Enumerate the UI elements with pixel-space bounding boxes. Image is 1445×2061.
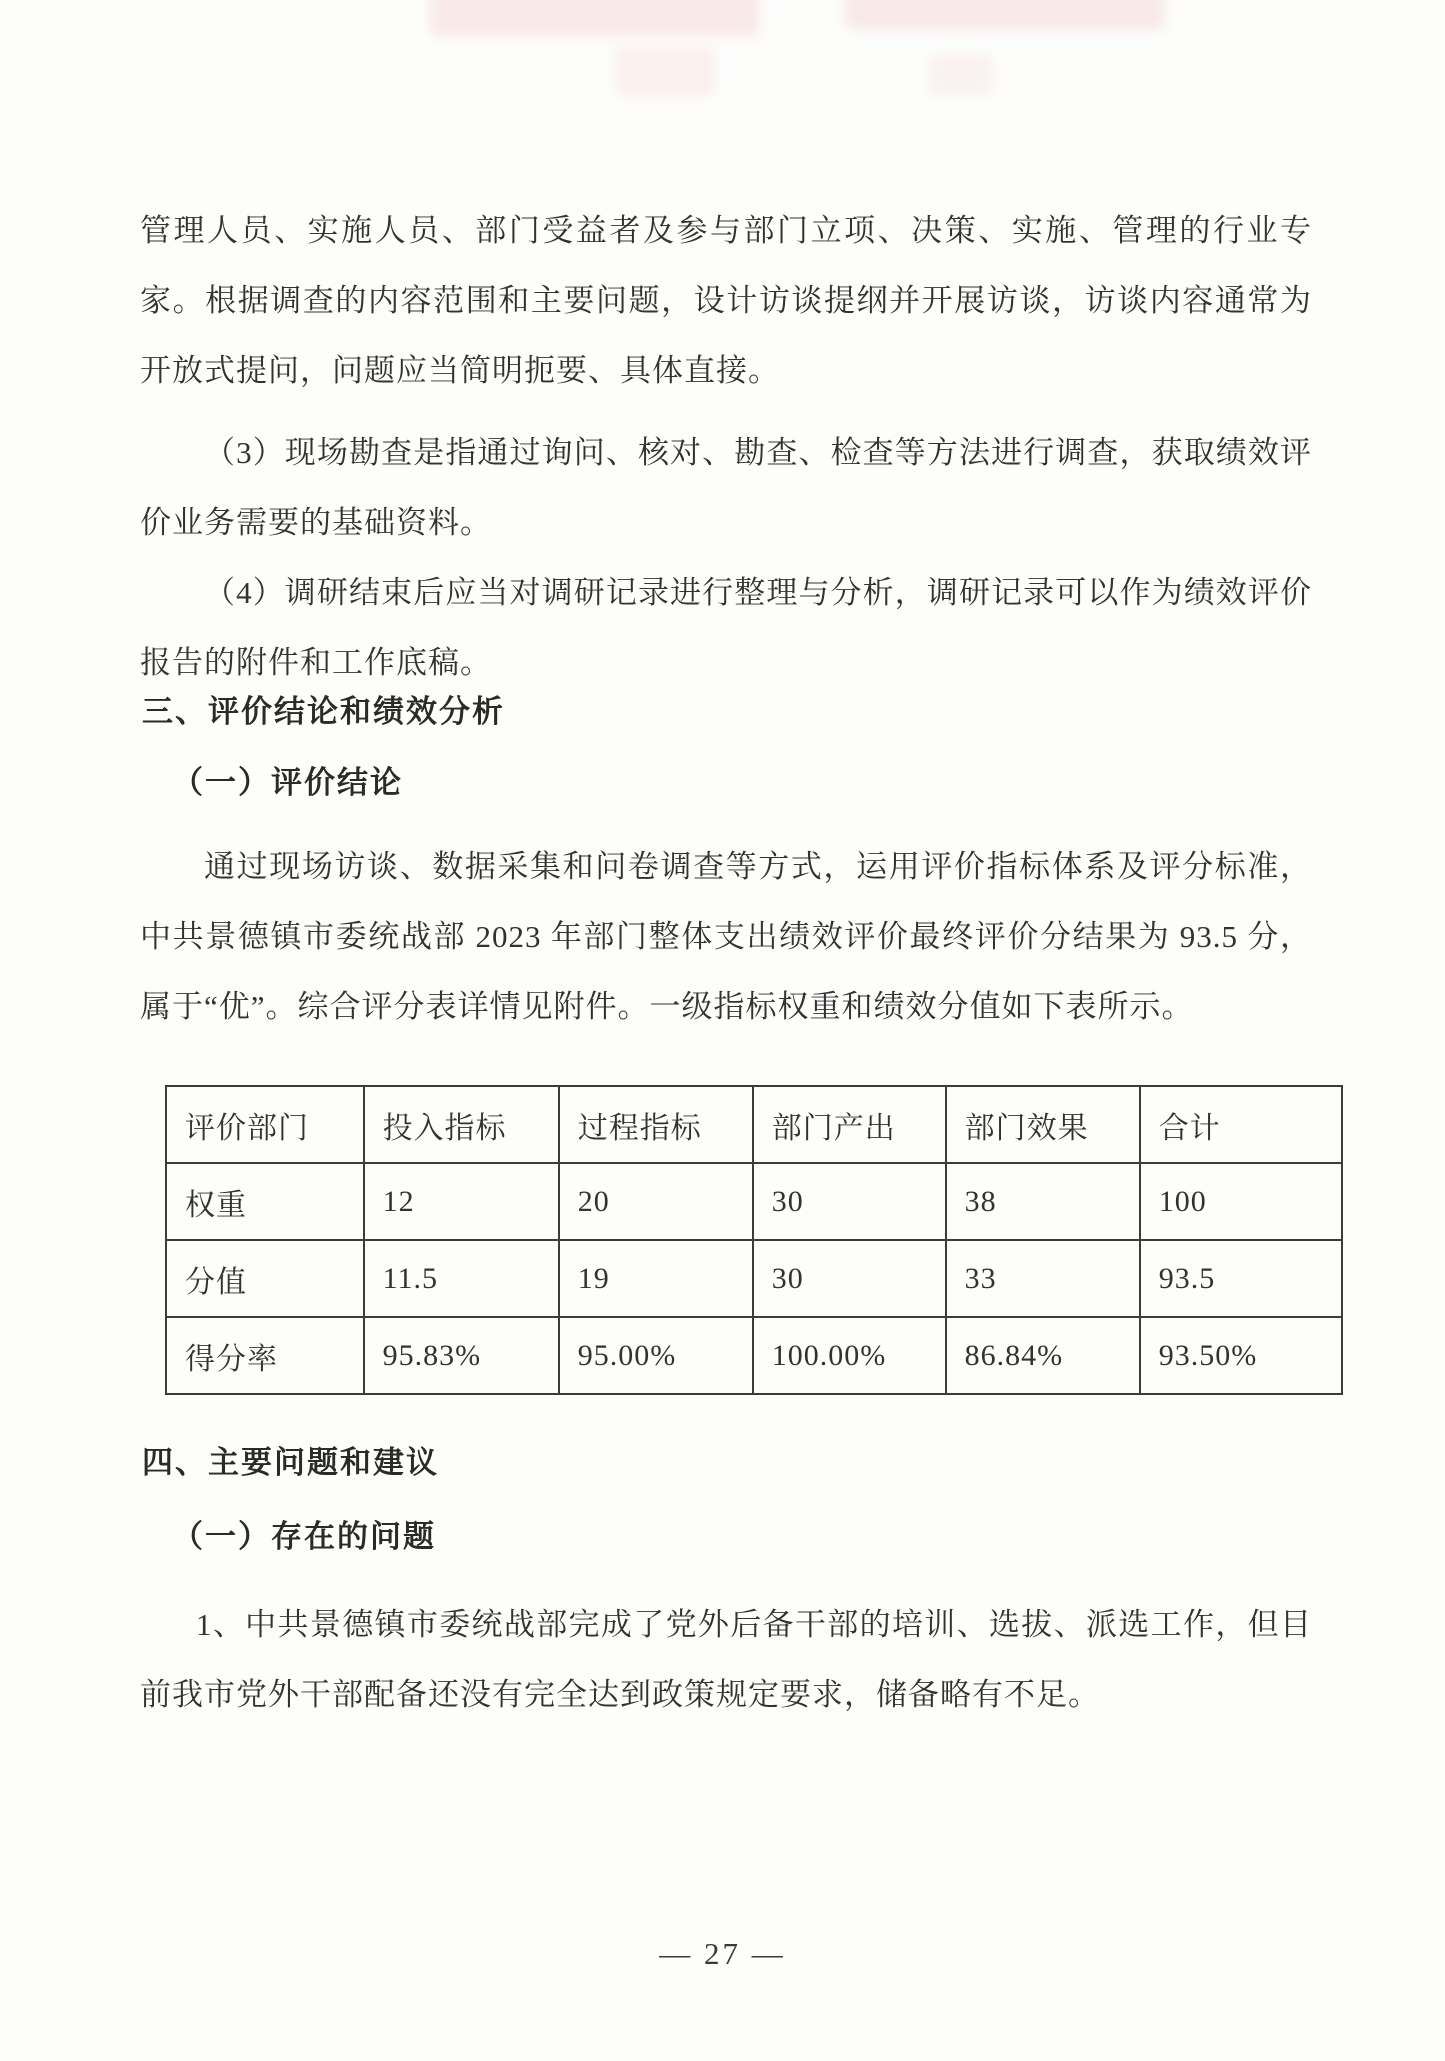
table-cell: 30 [753, 1240, 946, 1317]
table-cell: 86.84% [946, 1317, 1140, 1394]
indicator-score-table [165, 1085, 1343, 1395]
table-cell: 30 [753, 1163, 946, 1240]
row-label-cell: 得分率 [166, 1317, 364, 1394]
table-cell: 100 [1140, 1163, 1342, 1240]
table-header-row [166, 1086, 1342, 1163]
table-cell: 12 [364, 1163, 559, 1240]
table-header-cell: 过程指标 [559, 1086, 753, 1163]
table-header-cell: 评价部门 [166, 1086, 364, 1163]
paragraph-continuation: 管理人员、实施人员、部门受益者及参与部门立项、决策、实施、管理的行业专家。根据调查的内容范围和主要问题，设计访谈提纲并开展访谈，访谈内容通常为开放式提问，问题应当简明扼要、具体直接。 [140, 213, 1312, 388]
bleedthrough-mark [615, 46, 715, 96]
table-cell: 20 [559, 1163, 753, 1240]
table-header-cell: 合计 [1140, 1086, 1342, 1163]
table-row-score [166, 1240, 1342, 1317]
paragraph-item-3: （3）现场勘查是指通过询问、核对、勘查、检查等方法进行调查，获取绩效评价业务需要的基础资料。 [140, 435, 1312, 540]
row-label-cell: 分值 [166, 1240, 364, 1317]
table-header-cell: 部门产出 [753, 1086, 946, 1163]
paragraph-item-4: （4）调研结束后应当对调研记录进行整理与分析，调研记录可以作为绩效评价报告的附件和工作底稿。 [140, 575, 1312, 680]
table-cell: 33 [946, 1240, 1140, 1317]
table-cell: 93.5 [1140, 1240, 1342, 1317]
table-cell: 95.00% [559, 1317, 753, 1394]
table-row-score-rate [166, 1317, 1342, 1394]
row-label-cell: 权重 [166, 1163, 364, 1240]
paragraph-conclusion: 通过现场访谈、数据采集和问卷调查等方式，运用评价指标体系及评分标准，中共景德镇市委统战部 2023 年部门整体支出绩效评价最终评价分结果为 93.5 分，属于“优”。综合评分表详情见附件。一级指标权重和绩效分值如下表所示。 [140, 849, 1312, 1024]
table-cell: 95.83% [364, 1317, 559, 1394]
subheading-4-1: （一）存在的问题 [172, 1519, 436, 1554]
paragraph-problem-1: 1、中共景德镇市委统战部完成了党外后备干部的培训、选拔、派选工作，但目前我市党外干部配备还没有完全达到政策规定要求，储备略有不足。 [140, 1607, 1312, 1712]
bleedthrough-mark [845, 0, 1165, 30]
table-cell: 19 [559, 1240, 753, 1317]
page-number: — 27 — [659, 1936, 786, 1971]
table-header-cell: 部门效果 [946, 1086, 1140, 1163]
bleedthrough-mark [430, 0, 760, 36]
subheading-3-1: （一）评价结论 [172, 765, 403, 800]
table-cell: 38 [946, 1163, 1140, 1240]
table-cell: 93.50% [1140, 1317, 1342, 1394]
table-row-weight [166, 1163, 1342, 1240]
table-cell: 11.5 [364, 1240, 559, 1317]
bleedthrough-mark [928, 54, 994, 96]
table-cell: 100.00% [753, 1317, 946, 1394]
section-heading-4: 四、主要问题和建议 [142, 1445, 439, 1480]
section-heading-3: 三、评价结论和绩效分析 [142, 694, 505, 729]
table-header-cell: 投入指标 [364, 1086, 559, 1163]
